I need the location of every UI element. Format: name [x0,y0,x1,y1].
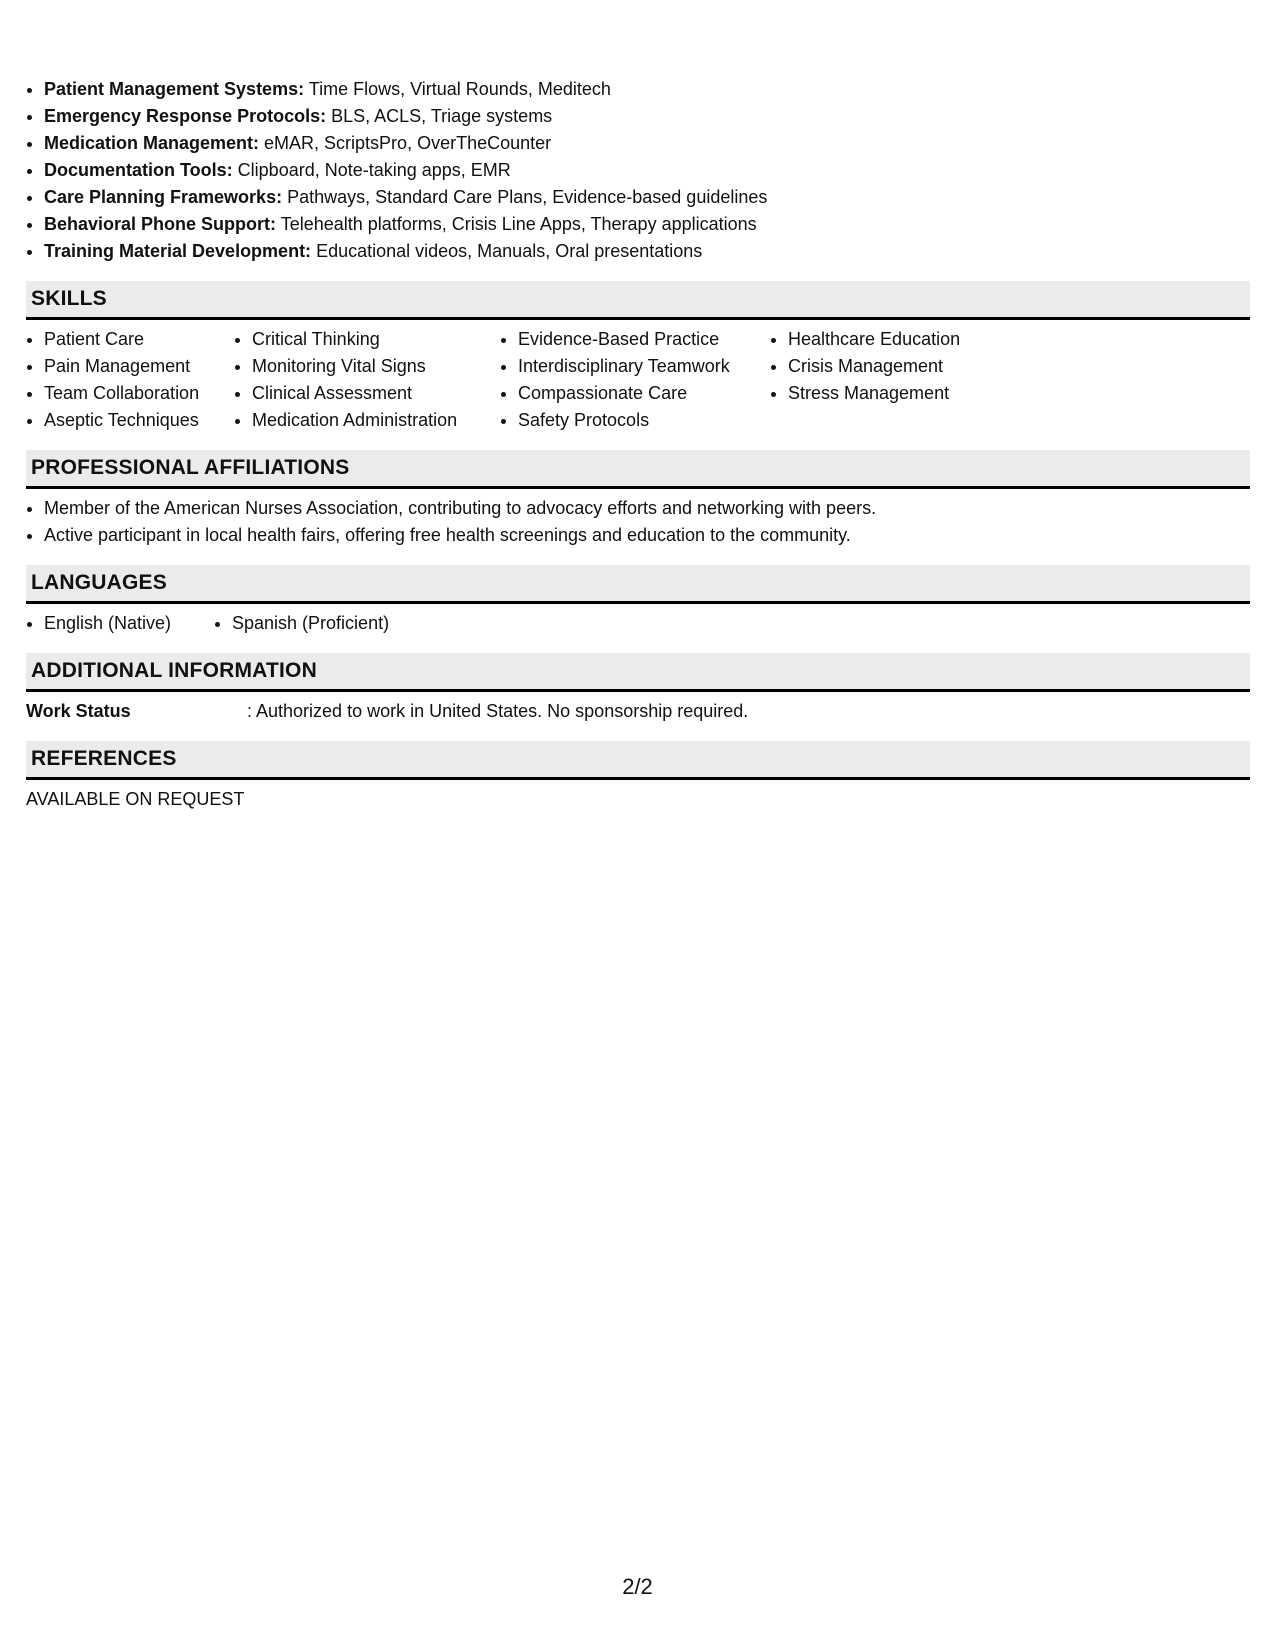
tool-value: Clipboard, Note-taking apps, EMR [232,160,511,180]
tool-value: Time Flows, Virtual Rounds, Meditech [304,79,611,99]
skills-grid [26,320,1250,434]
tool-name: Documentation Tools: [44,160,233,180]
languages-section-header [26,565,1250,604]
languages-list [214,610,402,637]
skill-item: • Interdisciplinary Teamwork [518,353,770,380]
additional-info-section-header [26,653,1250,692]
affiliation-item: • Active participant in local health fairs, offering free health screenings and education to the community. [44,522,1250,549]
skill-item: • Stress Management [788,380,1028,407]
tool-item [44,130,1250,157]
section-title: SKILLS [31,287,107,310]
skill-item: • Safety Protocols [518,407,770,434]
skills-section-header [26,281,1250,320]
affiliation-item: • Member of the American Nurses Association, contributing to advocacy efforts and networking with peers. [44,495,1250,522]
tool-item [44,211,1250,238]
skill-item: • Medication Administration [252,407,500,434]
tool-value: Pathways, Standard Care Plans, Evidence-based guidelines [282,187,768,207]
skill-item: • Critical Thinking [252,326,500,353]
tool-item [44,157,1250,184]
skill-item: • Team Collaboration [44,380,234,407]
resume-page [26,76,1250,813]
tool-value: eMAR, ScriptsPro, OverTheCounter [259,133,552,153]
tool-name: Medication Management: [44,133,260,153]
work-status-label: Work Status [26,701,131,721]
skill-item: • Evidence-Based Practice [518,326,770,353]
skill-item: • Crisis Management [788,353,1028,380]
tool-value: Telehealth platforms, Crisis Line Apps, Therapy applications [276,214,757,234]
tool-name: Patient Management Systems: [44,79,305,99]
tool-value: BLS, ACLS, Triage systems [326,106,553,126]
skills-column [500,326,770,434]
tools-list [26,76,1250,265]
section-title: PROFESSIONAL AFFILIATIONS [31,456,350,479]
tool-item [44,76,1250,103]
skill-item: • Aseptic Techniques [44,407,234,434]
skill-item: • Compassionate Care [518,380,770,407]
skill-item: • Pain Management [44,353,234,380]
affiliations-section-header [26,450,1250,489]
skill-item: • Patient Care [44,326,234,353]
skill-item: • Clinical Assessment [252,380,500,407]
tool-name: Behavioral Phone Support: [44,214,277,234]
skill-item: • Healthcare Education [788,326,1028,353]
section-title: ADDITIONAL INFORMATION [31,659,317,682]
skills-column [26,326,234,434]
skills-column [770,326,1028,434]
work-status-value: : Authorized to work in United States. No sponsorship required. [247,701,749,721]
tool-value: Educational videos, Manuals, Oral presentations [311,241,703,261]
references-text: AVAILABLE ON REQUEST [26,789,245,809]
languages-body [26,604,1250,637]
tool-name: Emergency Response Protocols: [44,106,327,126]
tool-item [44,238,1250,265]
tool-name: Training Material Development: [44,241,312,261]
language-item: • English (Native) [44,610,214,637]
skill-item: • Monitoring Vital Signs [252,353,500,380]
language-item: • Spanish (Proficient) [232,610,402,637]
tool-item [44,103,1250,130]
page-number: 2/2 [622,1574,653,1599]
work-status-row [26,692,1250,725]
languages-list [26,610,214,637]
skills-column [234,326,500,434]
tool-item [44,184,1250,211]
tool-name: Care Planning Frameworks: [44,187,283,207]
references-section-header [26,741,1250,780]
section-title: REFERENCES [31,747,177,770]
section-title: LANGUAGES [31,571,167,594]
affiliations-list [26,495,1250,549]
affiliations-body [26,489,1250,549]
